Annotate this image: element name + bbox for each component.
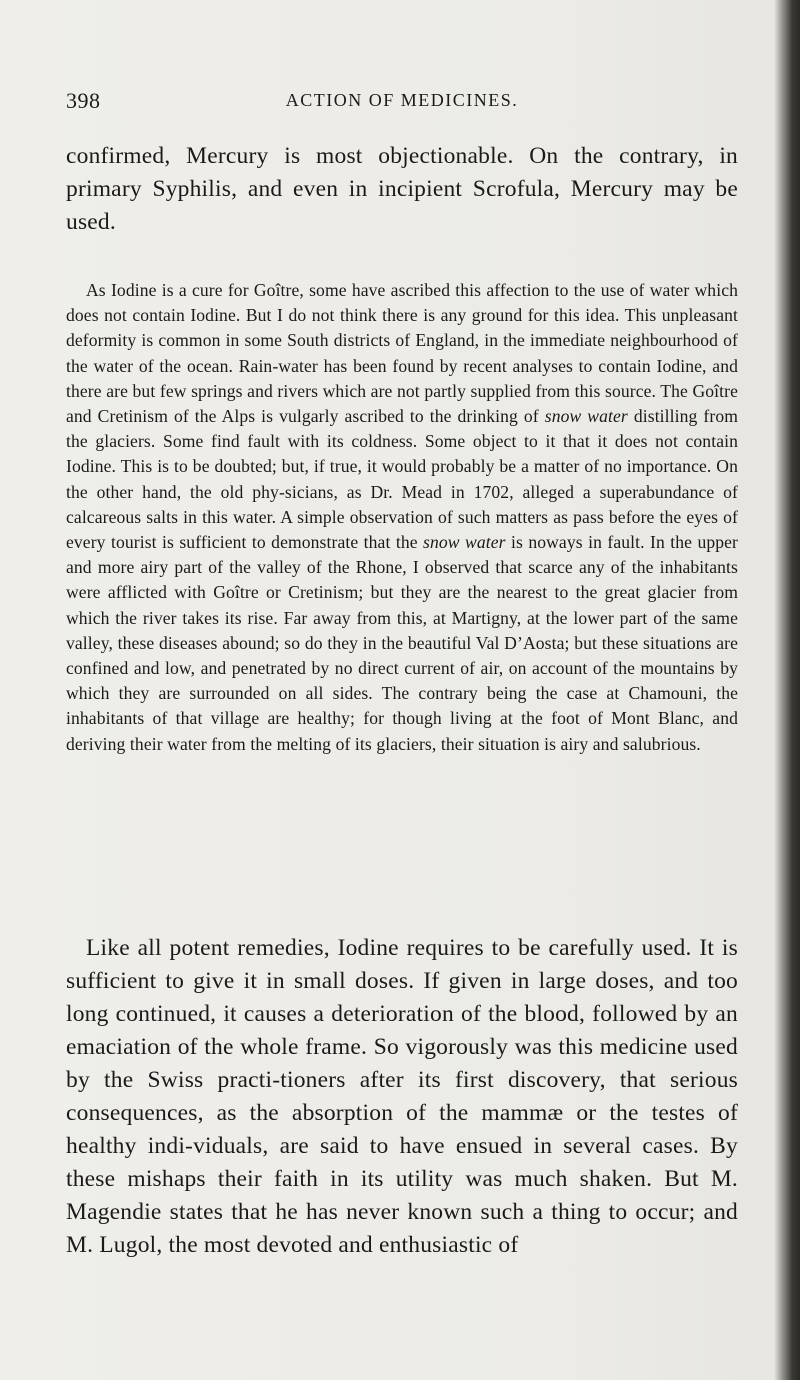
binding-edge — [774, 0, 800, 1380]
paragraph-2-part-2: distilling from the glaciers. Some find fault with its coldness. Some object to it that it does not contain Iodine. This is to be doubted; but, if true, it would probably be a matter of no importance. On the other hand, the old phy-sicians, as Dr. Mead in 1702, alleged a superabundance of calcareous salts in this water. A simple observation of such matters as pass before the eyes of every tourist is sufficient to demonstrate that the — [66, 406, 739, 553]
paragraph-2 — [66, 278, 738, 757]
page-number: 398 — [66, 88, 101, 113]
paragraph-1: confirmed, Mercury is most objectionable. On the contrary, in primary Syphilis, and even in incipient Scrofula, Mercury may be used. — [66, 143, 738, 235]
page-header — [66, 88, 738, 124]
paragraph-2-part-3: is noways in fault. In the upper and more airy part of the valley of the Rhone, I observed that scarce any of the inhabitants were afflicted with Goître or Cretinism; but they are the nearest to the great glacier from which the river takes its rise. Far away from this, at Martigny, at the lower part of the same valley, these diseases abound; so do they in the beautiful Val D’Aosta; but these situations are confined and low, and penetrated by no direct current of air, on account of the mountains by which they are surrounded on all sides. The contrary being the case at Chamouni, the inhabitants of that village are healthy; for though living at the foot of Mont Blanc, and deriving their water from the melting of its glaciers, their situation is airy and salubrious. — [66, 532, 739, 754]
paragraph-2-part-1: As Iodine is a cure for Goître, some have ascribed this affection to the use of water which does not contain Iodine. But I do not think there is any ground for this idea. This unpleasant deformity is common in some South districts of England, in the immediate neighbourhood of the water of the ocean. Rain-water has been found by recent analyses to contain Iodine, and there are but few springs and rivers which are not partly supplied from this source. The Goître and Cretinism of the Alps is vulgarly ascribed to the drinking of — [66, 280, 738, 427]
paragraph-2-italic-1: snow water — [544, 406, 628, 427]
paragraph-2-italic-2: snow water — [423, 532, 506, 553]
running-head: ACTION OF MEDICINES. — [285, 90, 519, 110]
paragraph-3: Like all potent remedies, Iodine requires to be carefully used. It is sufficient to give it in small doses. If given in large doses, and too long continued, it causes a deterioration of the blood, followed by an emaciation of the whole frame. So vigorously was this medicine used by the Swiss practi-tioners after its first discovery, that serious consequences, as the absorption of the mammæ or the testes of healthy indi-viduals, are said to have ensued in several cases. By these mishaps their faith in its utility was much shaken. But M. Magendie states that he has never known such a thing to occur; and M. Lugol, the most devoted and enthusiastic of — [66, 935, 738, 1258]
